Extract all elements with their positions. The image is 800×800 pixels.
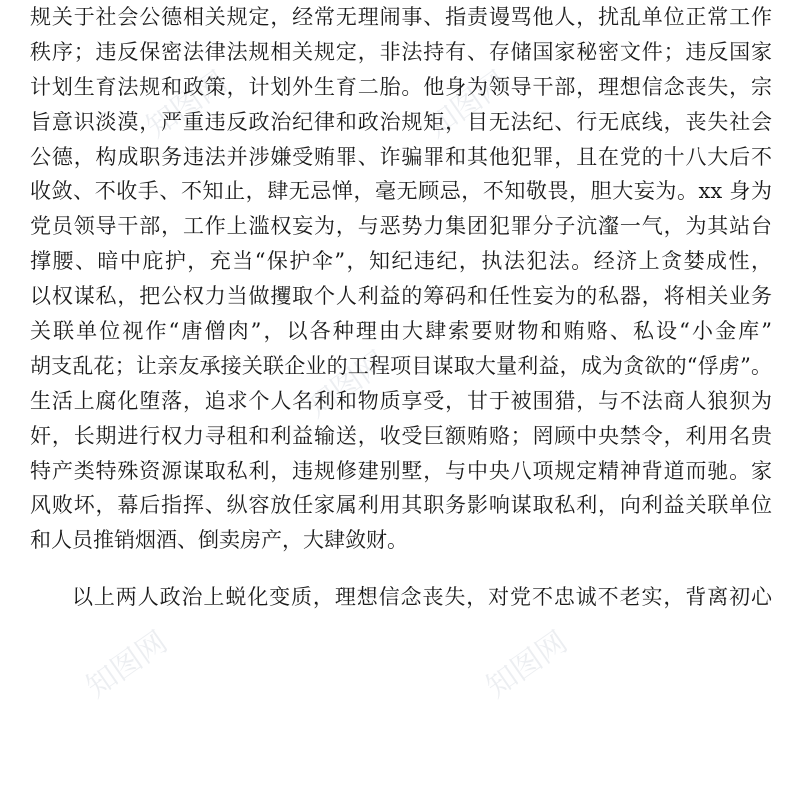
text-line: 计划生育法规和政策，计划外生育二胎。他身为领导干部，理想信念丧失，宗 — [30, 74, 772, 99]
body-text — [30, 0, 772, 615]
watermark: 知图网 — [480, 624, 574, 706]
text-line: 旨意识淡漠，严重违反政治纪律和政治规矩，目无法纪、行无底线，丧失社会 — [30, 109, 772, 134]
text-line: 撑腰、暗中庇护，充当“保护伞”，知纪违纪，执法犯法。经济上贪婪成性， — [30, 249, 772, 274]
text-line: 以权谋私，把公权力当做攫取个人利益的筹码和任性妄为的私器，将相关业务 — [30, 284, 772, 309]
text-line: 特产类特殊资源谋取私利，违规修建别墅，与中央八项规定精神背道而驰。家 — [30, 458, 772, 483]
text-line: 以上两人政治上蜕化变质，理想信念丧失，对党不忠诚不老实，背离初心 — [72, 585, 772, 610]
text-line: 秩序；违反保密法律法规相关规定，非法持有、存储国家秘密文件；违反国家 — [30, 39, 772, 64]
watermark: 知图网 — [80, 624, 174, 706]
text-line: 规关于社会公德相关规定，经常无理闹事、指责谩骂他人，扰乱单位正常工作 — [30, 5, 772, 29]
text-line: 公德，构成职务违法并涉嫌受贿罪、诈骗罪和其他犯罪，且在党的十八大后不 — [30, 144, 772, 169]
text-line: 生活上腐化堕落，追求个人名利和物质享受，甘于被围猎，与不法商人狼狈为 — [30, 388, 772, 413]
watermark: 知图网 — [420, 64, 514, 146]
watermark: 知图网 — [140, 64, 234, 146]
text-line: 关联单位视作“唐僧肉”，以各种理由大肆索要财物和贿赂、私设“小金库” — [30, 319, 772, 344]
text-line: 奸，长期进行权力寻租和利益输送，收受巨额贿赂；罔顾中央禁令，利用名贵 — [30, 423, 772, 448]
paragraph-gap — [30, 558, 772, 580]
text-line: 风败坏，幕后指挥、纵容放任家属利用其职务影响谋取私利，向利益关联单位 — [30, 493, 772, 518]
text-line: 和人员推销烟酒、倒卖房产，大肆敛财。 — [30, 528, 408, 553]
paragraph-1 — [30, 0, 772, 558]
text-line: 党员领导干部，工作上滥权妄为，与恶势力集团犯罪分子沆瀣一气，为其站台 — [30, 214, 772, 239]
text-line: 收敛、不收手、不知止，肆无忌惮，毫无顾忌，不知敬畏，胆大妄为。xx 身为 — [30, 179, 772, 204]
watermark: 知图网 — [300, 344, 394, 426]
text-line: 胡支乱花；让亲友承接关联企业的工程项目谋取大量利益，成为贪欲的“俘虏”。 — [30, 353, 772, 378]
paragraph-2 — [30, 580, 772, 615]
